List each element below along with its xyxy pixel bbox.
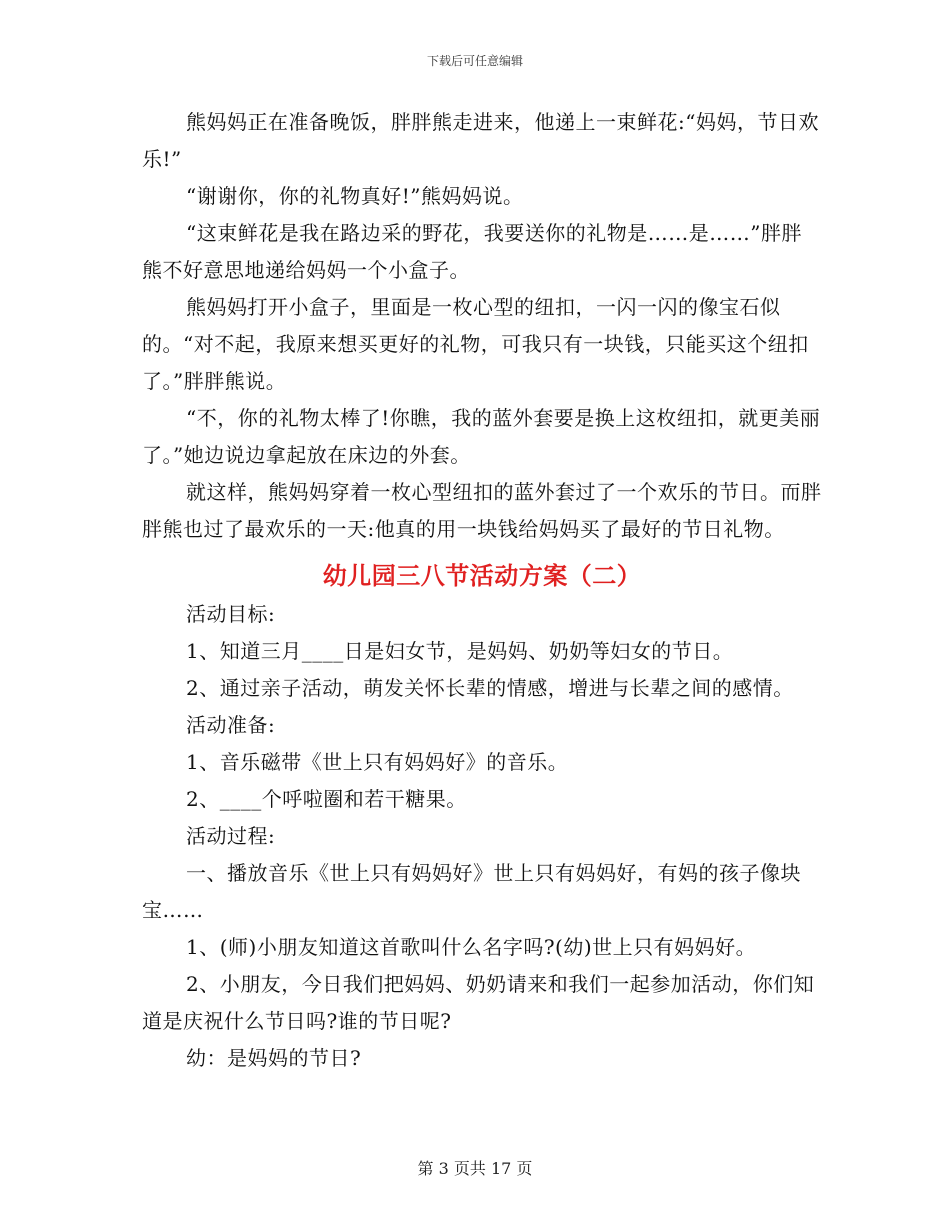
story-paragraph-6: 就这样，熊妈妈穿着一枚心型纽扣的蓝外套过了一个欢乐的节日。而胖胖熊也过了最欢乐的一天:他真的用一块钱给妈妈买了最好的节日礼物。 <box>142 480 822 541</box>
section-line-process-step-1: 一、播放音乐《世上只有妈妈好》世上只有妈妈好，有妈的孩子像块宝…… <box>142 861 801 922</box>
story-paragraph-2: “谢谢你，你的礼物真好!”熊妈妈说。 <box>186 184 524 208</box>
story-paragraph-3: “这束鲜花是我在路边采的野花，我要送你的礼物是……是……”胖胖熊不好意思地递给妈妈一个小盒子。 <box>142 221 802 282</box>
section-line-goal-1: 1、知道三月____日是妇女节，是妈妈、奶奶等妇女的节日。 <box>186 639 734 663</box>
section-line-prep-2: 2、____个呼啦圈和若干糖果。 <box>186 787 467 811</box>
story-paragraph-5: “不，你的礼物太棒了!你瞧，我的蓝外套要是换上这枚纽扣，就更美丽了。”她边说边拿起放在床边的外套。 <box>142 406 821 467</box>
story-paragraph-1: 熊妈妈正在准备晚饭，胖胖熊走进来，他递上一束鲜花:“妈妈，节日欢乐!” <box>142 110 819 171</box>
story-paragraph-4: 熊妈妈打开小盒子，里面是一枚心型的纽扣，一闪一闪的像宝石似的。“对不起，我原来想买更好的礼物，可我只有一块钱，只能买这个纽扣了。”胖胖熊说。 <box>142 295 809 393</box>
section-line-child-answer: 幼：是妈妈的节日? <box>186 1046 362 1070</box>
section-line-goals-heading: 活动目标: <box>186 602 276 626</box>
section-line-prep-1: 1、音乐磁带《世上只有妈妈好》的音乐。 <box>186 750 569 774</box>
section-line-process-heading: 活动过程: <box>186 824 276 848</box>
page-footer: 第 3 页共 17 页 <box>417 1159 533 1178</box>
document-body <box>142 104 822 1077</box>
section-line-process-1: 1、(师)小朋友知道这首歌叫什么名字吗?(幼)世上只有妈妈好。 <box>186 935 757 959</box>
section-title: 幼儿园三八节活动方案（二） <box>322 561 642 590</box>
section-line-prep-heading: 活动准备: <box>186 713 276 737</box>
section-line-goal-2: 2、通过亲子活动，萌发关怀长辈的情感，增进与长辈之间的感情。 <box>186 676 794 700</box>
section-line-process-2: 2、小朋友，今日我们把妈妈、奶奶请来和我们一起参加活动，你们知道是庆祝什么节日吗?谁的节日呢? <box>142 972 815 1033</box>
page-header: 下载后可任意编辑 <box>426 54 523 68</box>
